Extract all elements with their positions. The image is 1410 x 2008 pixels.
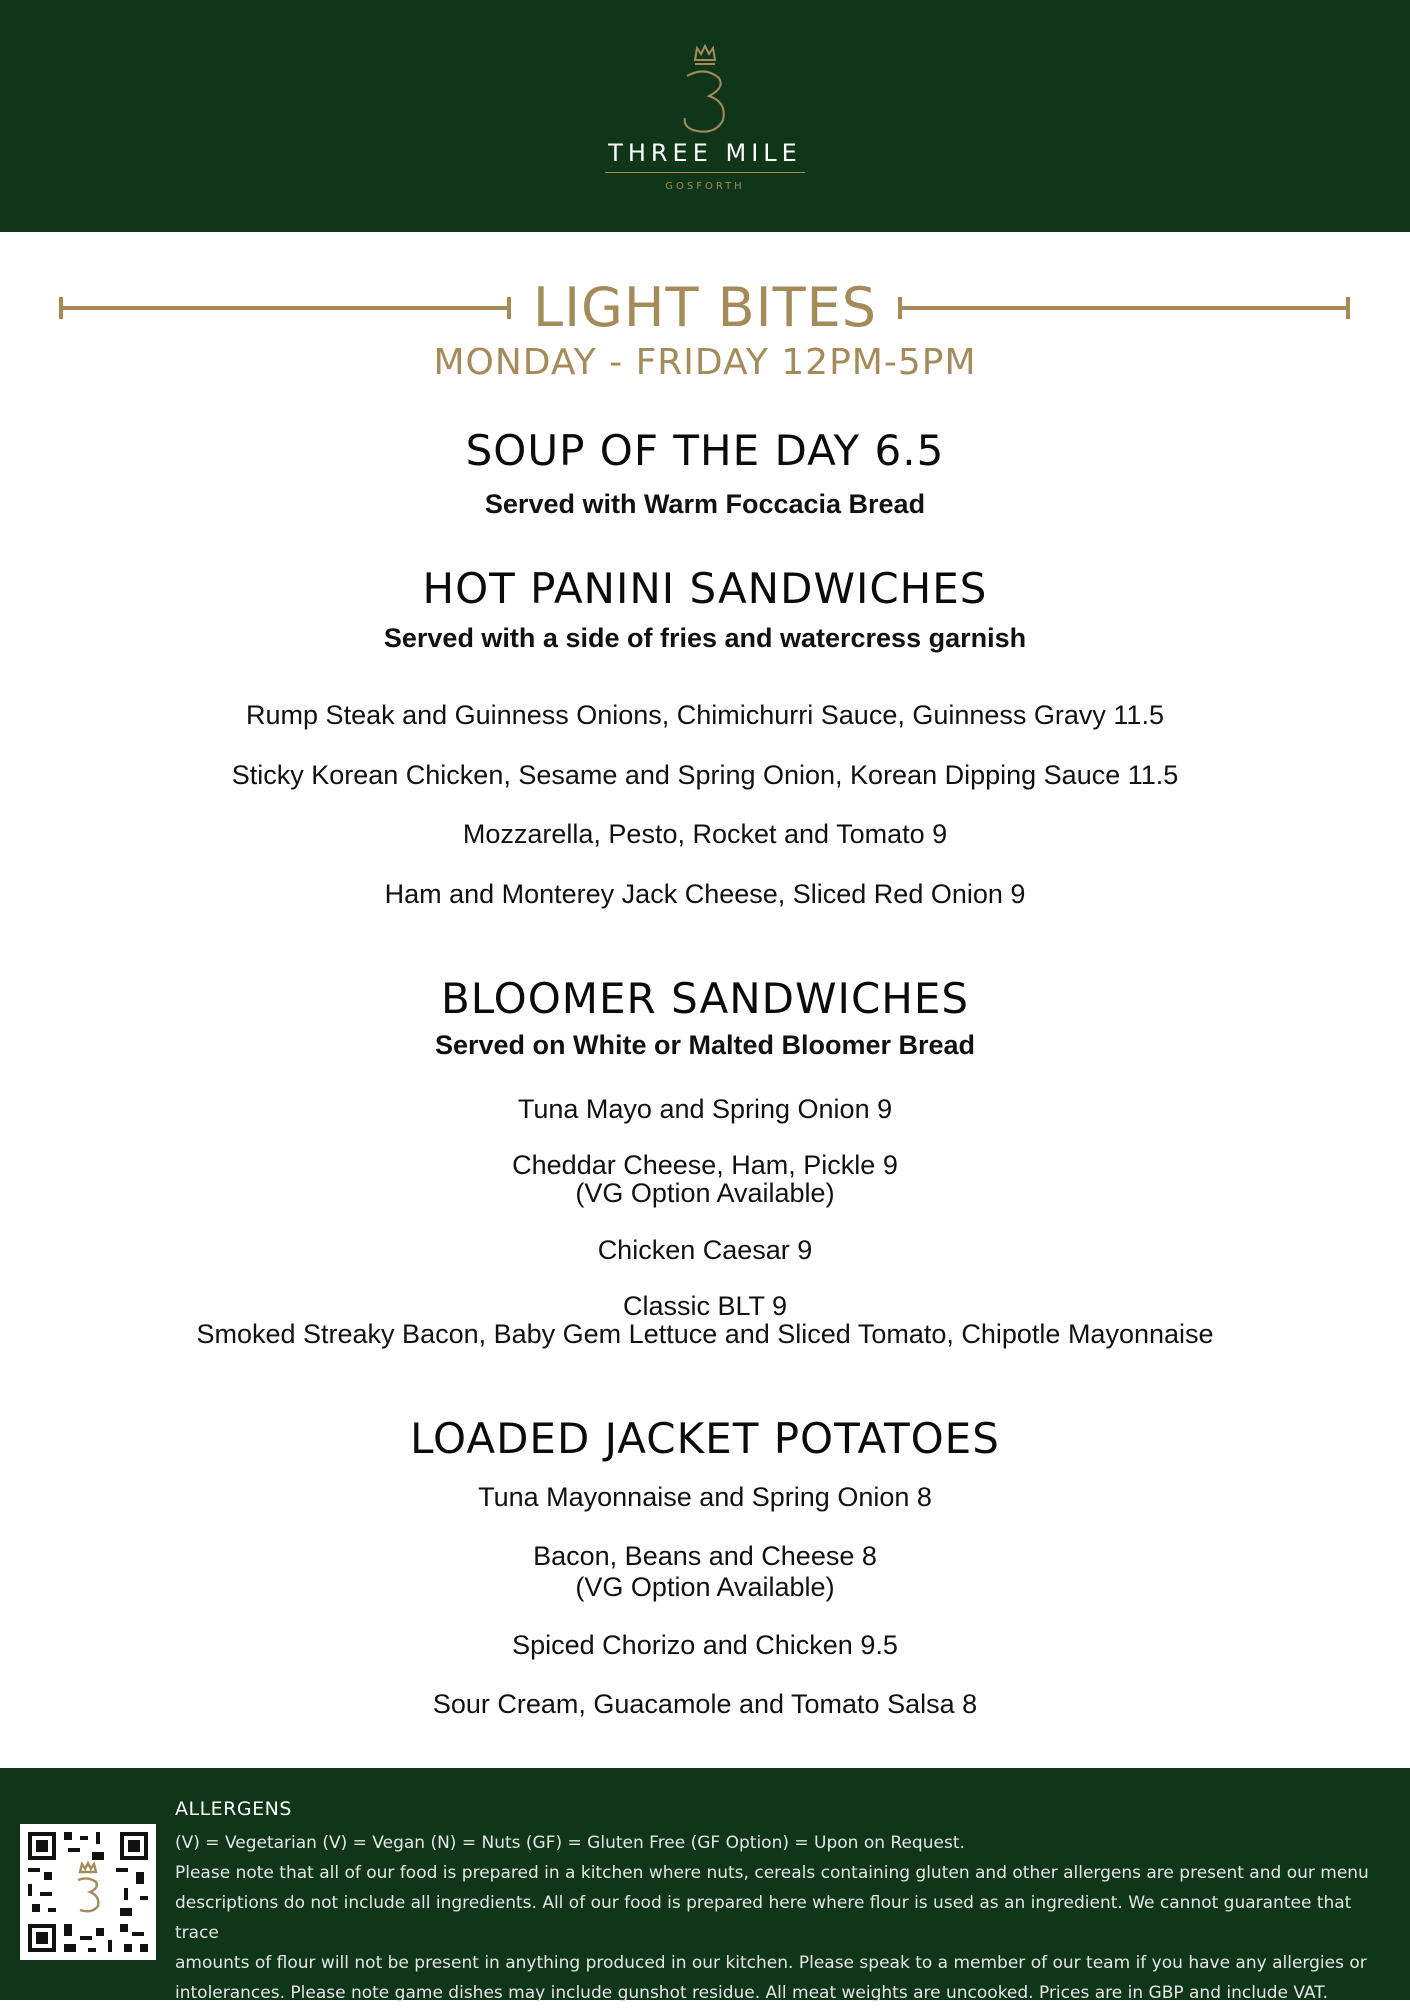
qr-code-icon [20,1824,156,1960]
menu-title-row [0,275,1410,345]
brand-name: THREE MILE [608,139,802,167]
allergens-notice-line: Please note that all of our food is prepared in a kitchen where nuts, cereals containing gluten and other allergens are present and our menu [175,1863,1369,1883]
jacket-item-note: (VG Option Available) [575,1572,835,1602]
allergens-notice-line: amounts of flour will not be present in anything produced in our kitchen. Please speak to a member of our team if you have any allergies or [175,1953,1367,1973]
jacket-item: Bacon, Beans and Cheese 8 [533,1541,877,1571]
bloomer-subtitle: Served on White or Malted Bloomer Bread [434,1030,976,1060]
panini-item: Mozzarella, Pesto, Rocket and Tomato 9 [462,819,948,849]
allergens-key: (V) = Vegetarian (V) = Vegan (N) = Nuts (GF) = Gluten Free (GF Option) = Upon on Request. [175,1833,965,1853]
bloomer-item-note: Smoked Streaky Bacon, Baby Gem Lettuce and Sliced Tomato, Chipotle Mayonnaise [196,1319,1214,1349]
menu-title: LIGHT BITES [533,276,877,339]
soup-subtitle: Served with Warm Foccacia Bread [484,489,926,519]
header-banner [0,0,1410,232]
crown-three-icon [675,40,735,136]
jacket-heading: LOADED JACKET POTATOES [410,1414,1000,1463]
menu-hours: MONDAY - FRIDAY 12PM-5PM [433,342,977,383]
bloomer-heading: BLOOMER SANDWICHES [440,974,970,1023]
panini-item: Ham and Monterey Jack Cheese, Sliced Red Onion 9 [384,879,1026,909]
qr-code[interactable] [20,1824,156,1960]
bloomer-item: Classic BLT 9 [622,1291,788,1321]
panini-subtitle: Served with a side of fries and watercress garnish [383,623,1027,653]
panini-heading: HOT PANINI SANDWICHES [422,564,988,613]
allergens-title: ALLERGENS [175,1798,292,1820]
allergens-notice-line: descriptions do not include all ingredients. All of our food is prepared here where flour is used as an ingredient. We cannot guarantee that trace [175,1893,1352,1943]
jacket-item: Tuna Mayonnaise and Spring Onion 8 [478,1482,932,1512]
brand-location: GOSFORTH [665,181,745,192]
bloomer-item: Chicken Caesar 9 [597,1235,813,1265]
brand-divider [605,172,805,173]
brand-logo [555,40,855,200]
bloomer-item-note: (VG Option Available) [575,1178,835,1208]
allergens-footer [0,1768,1410,2003]
panini-item: Sticky Korean Chicken, Sesame and Spring Onion, Korean Dipping Sauce 11.5 [231,760,1179,790]
bloomer-item: Cheddar Cheese, Ham, Pickle 9 [512,1150,898,1180]
jacket-item: Sour Cream, Guacamole and Tomato Salsa 8 [432,1689,978,1719]
bloomer-item: Tuna Mayo and Spring Onion 9 [517,1094,893,1124]
soup-heading: SOUP OF THE DAY 6.5 [465,426,945,475]
panini-item: Rump Steak and Guinness Onions, Chimichurri Sauce, Guinness Gravy 11.5 [246,700,1164,730]
allergens-notice-line: intolerances. Please note game dishes may include gunshot residue. All meat weights are uncooked. Prices are in GBP and include VAT. [175,1983,1329,2003]
allergens-notice [175,1828,1395,2008]
jacket-item: Spiced Chorizo and Chicken 9.5 [512,1630,898,1660]
